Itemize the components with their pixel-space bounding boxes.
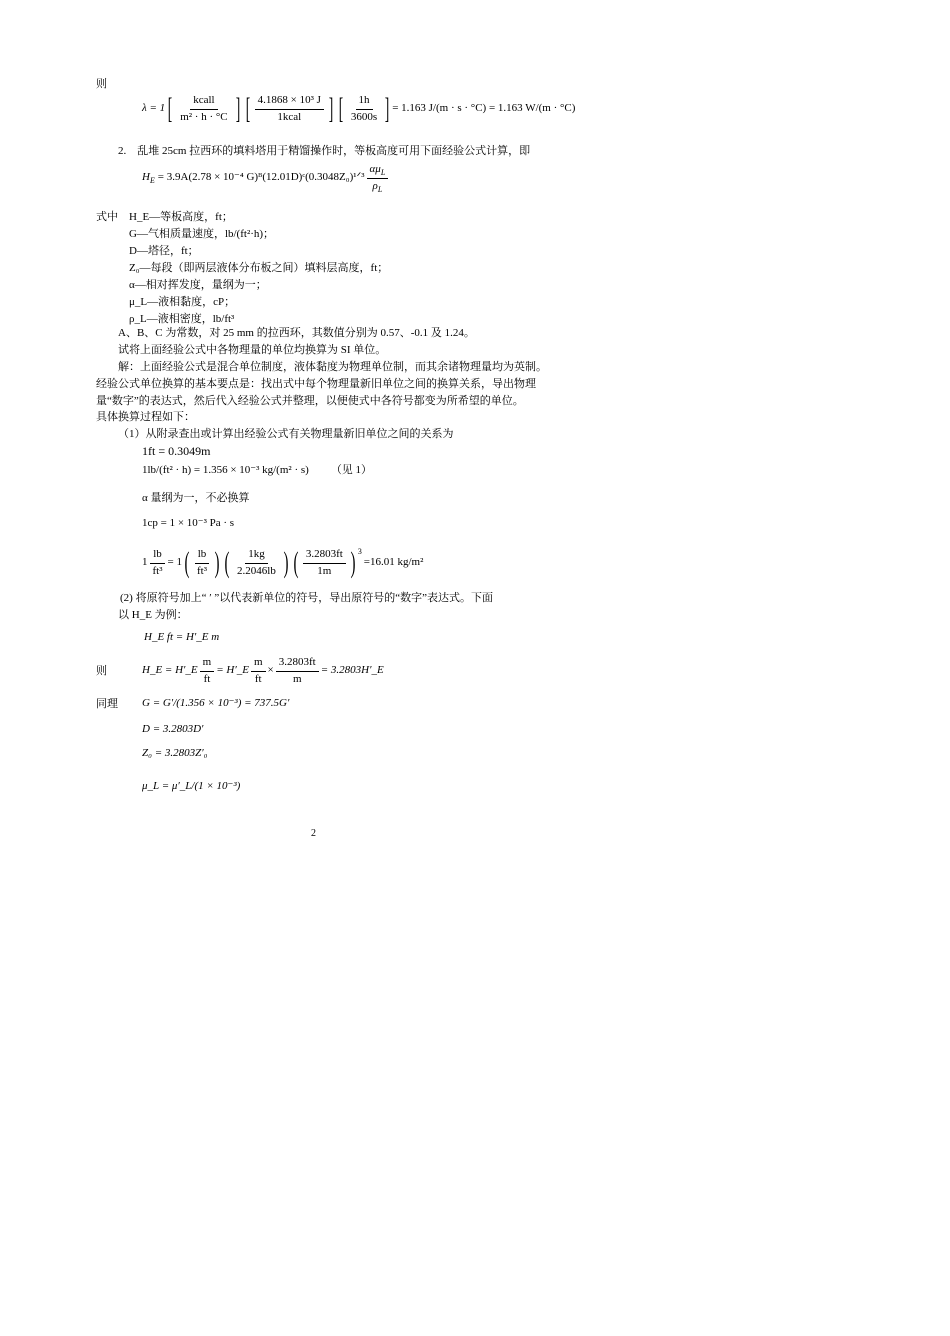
he-equation <box>142 163 390 194</box>
he-conv-frac-1: $\frac{m}{ft}$ <box>200 656 215 687</box>
def-alpha: α—相对挥发度，量纲为一； <box>129 279 267 291</box>
eq-z0: Z₀ = 3.2803Z′₀ <box>142 747 208 759</box>
he-frac: $\frac{\alpha\mu_L}{\rho_L}$ <box>367 163 389 194</box>
intro-ze: 则 <box>96 78 107 90</box>
def-z0: Z₀—每段（即两层液体分布板之间）填料层高度，ft； <box>129 262 389 274</box>
page-number: 2 <box>311 828 316 839</box>
rho-frac-4: $\frac{3.2803ft}{1m}$ <box>303 548 346 579</box>
step-1-text: （1）从附录查出或计算出经验公式有关物理量新旧单位之间的关系为 <box>118 428 454 440</box>
eq-he-ft: H_E ft = H′_E m <box>144 631 220 643</box>
lambda-result: = 1.163 J/(m · s · °C) = 1.163 W/(m · °C) <box>392 102 576 115</box>
lambda-equation: λ = 1 [ $\frac{\text{kcall}}{\text{m² · h · °C}}$ ] [ $\frac{\text{4.1868 × 10³ J}}{\text{1kcal}}$ ] [ $\frac{1h}{3600s}$ ] = 1.163 J/(m · s · °C) = 1.163 W/(m · °C) <box>142 92 576 126</box>
solution-line-4: 具体换算过程如下： <box>96 411 195 423</box>
def-mu: μ_L—液相黏度，cP； <box>129 296 236 308</box>
step-2-line-1: (2) 将原符号加上“ ′ ”以代表新单位的符号，导出原符号的“数字”表达式。下面 <box>120 592 494 604</box>
conv-lb-row <box>142 464 372 478</box>
eq-g: G = G′/(1.356 × 10⁻³) = 737.5G′ <box>142 697 290 709</box>
rho-frac-2: $\frac{lb}{\text{ft³}}$ <box>194 548 210 579</box>
eq-he-conv-label: 则 <box>96 665 107 677</box>
conv-ft: 1ft = 0.3049m <box>142 444 211 458</box>
task-text: 试将上面经验公式中各物理量的单位均换算为 SI 单位。 <box>118 344 387 356</box>
lambda-frac-2: $\frac{\text{4.1868 × 10³ J}}{\text{1kcal}}$ <box>255 94 324 125</box>
constants-text: A、B、C 为常数，对 25 mm 的拉西环，其数值分别为 0.57、-0.1 及 1.24。 <box>118 327 475 339</box>
rho-result: =16.01 kg/m² <box>363 556 424 569</box>
he-body: = 3.9A(2.78 × 10⁻⁴ G)ᴮ(12.01D)ᶜ(0.3048Z₀)¹ᐟ³ <box>157 171 365 184</box>
eq-he-conv: H_E = H′_E $\frac{m}{ft}$ = H′_E $\frac{m}{ft}$ × $\frac{3.2803ft}{m}$ = 3.2803H′_E <box>142 656 384 685</box>
step-2-line-2: 以 H_E 为例： <box>118 609 188 621</box>
lambda-lhs: λ = 1 <box>142 102 166 115</box>
conv-lb-note: （见 1） <box>330 464 373 476</box>
rho-frac-3: $\frac{1kg}{2.2046lb}$ <box>237 548 276 577</box>
he-lhs: $H_E$ <box>142 171 155 186</box>
where-label: 式中 <box>96 211 118 223</box>
eq-mu: μ_L = μ′_L/(1 × 10⁻³) <box>142 780 241 792</box>
def-g: G—气相质量速度，lb/(ft²·h)； <box>129 228 275 240</box>
def-d: D—塔径，ft； <box>129 245 199 257</box>
eq-d: D = 3.2803D′ <box>142 723 204 735</box>
conv-alpha: α 量纲为一，不必换算 <box>142 492 250 504</box>
lambda-frac-3: $\frac{1h}{3600s}$ <box>350 94 378 123</box>
problem-2-text: 2. 乱堆 25cm 拉西环的填料塔用于精馏操作时，等板高度可用下面经验公式计算，即 <box>118 145 531 157</box>
conv-rho-equation: 1 $\frac{lb}{\text{ft³}}$ = 1 ( $\frac{lb}{\text{ft³}}$ ) ( $\frac{1kg}{2.2046lb}$ ) ( $\frac{3.2803ft}{1m}$ ) 3 =16.01 kg/m² <box>142 546 424 580</box>
conv-lb: 1lb/(ft² · h) = 1.356 × 10⁻³ kg/(m² · s) <box>142 464 309 476</box>
solution-line-2: 经验公式单位换算的基本要点是：找出式中每个物理量新旧单位之间的换算关系，导出物理 <box>96 378 536 390</box>
he-conv-frac-3: $\frac{3.2803ft}{m}$ <box>276 656 319 687</box>
he-conv-frac-2: $\frac{m}{ft}$ <box>251 656 266 687</box>
conv-cp: 1cp = 1 × 10⁻³ Pa · s <box>142 517 235 529</box>
solution-line-1: 解：上面经验公式是混合单位制度，液体黏度为物理单位制，而其余诸物理量均为英制。 <box>118 361 547 373</box>
solution-line-3: 量“数字”的表达式，然后代入经验公式并整理，以便使式中各符号都变为所希望的单位。 <box>96 395 524 407</box>
def-rho: ρ_L—液相密度，lb/ft³ <box>129 313 235 325</box>
lambda-frac-1: $\frac{\text{kcall}}{\text{m² · h · °C}}$ <box>180 94 228 123</box>
def-he: H_E—等板高度，ft； <box>129 211 233 223</box>
similarly-label: 同理 <box>96 698 118 710</box>
rho-frac-1: $\frac{lb}{\text{ft³}}$ <box>150 548 166 579</box>
